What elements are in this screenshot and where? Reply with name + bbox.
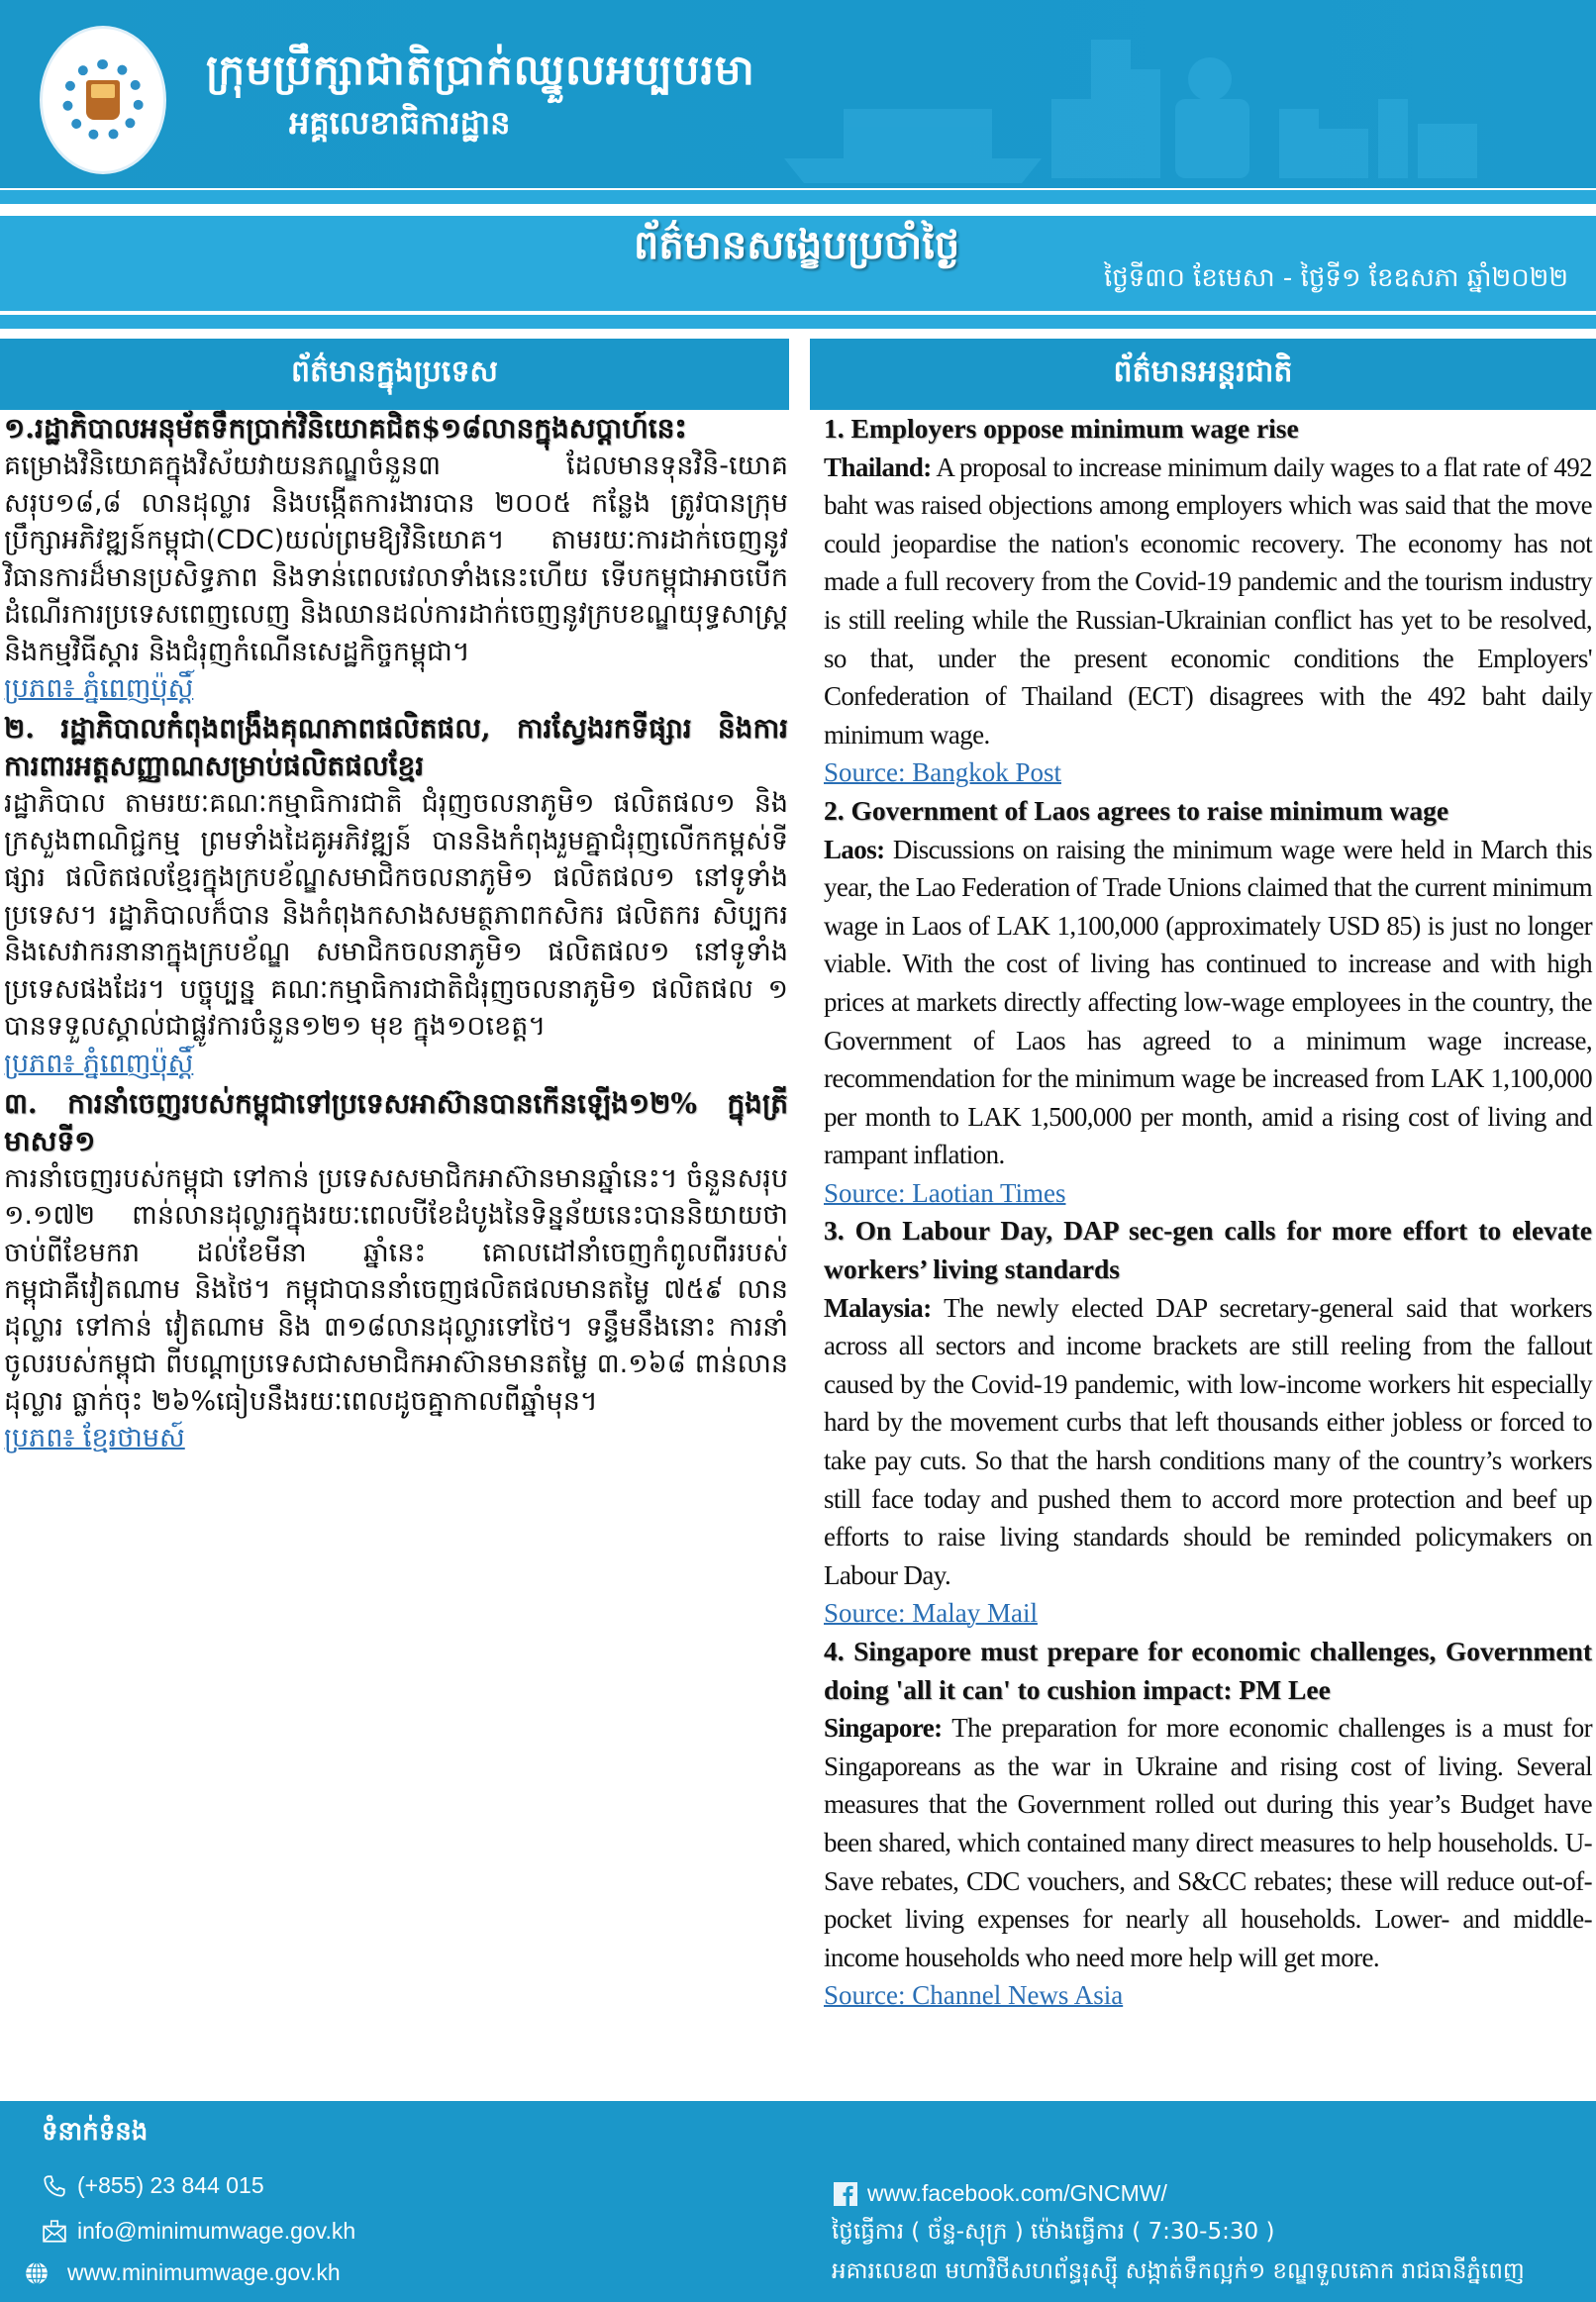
phone-number[interactable]: (+855) 23 844 015 bbox=[77, 2172, 264, 2198]
facebook-row bbox=[834, 2180, 1167, 2207]
domestic-article bbox=[4, 710, 788, 1085]
article-country: Singapore: bbox=[824, 1713, 943, 1744]
international-article bbox=[824, 410, 1592, 792]
article-source-link[interactable]: ប្រភព៖ ខ្មែរថាមស៍ bbox=[4, 1423, 185, 1453]
phone-row bbox=[42, 2172, 264, 2199]
article-text: Discussions on raising the minimum wage were held in March this year, the Lao Federation of Trade Unions claimed that the current minimum wage in Laos of LAK 1,100,000 (approximately USD 85) is just no longer viable. With the cost of living has continued to increase and with high prices at markets directly affecting low-wage employees in the country, the Government of Laos has agreed to a minimum wage increase, recommendation for the minimum wage be increased from LAK 1,100,000 per month to LAK 1,500,000 per month, amid a rising cost of living and rampant inflation. bbox=[824, 834, 1592, 1170]
globe-icon bbox=[24, 2260, 50, 2286]
office-hours bbox=[832, 2218, 1274, 2251]
email-row bbox=[42, 2218, 355, 2245]
domestic-news-column bbox=[0, 339, 792, 1459]
organization-title: ក្រុមប្រឹក្សាជាតិប្រាក់ឈ្នួលអប្បបរមា bbox=[206, 46, 755, 94]
organization-subtitle: អគ្គលេខាធិការដ្ឋាន bbox=[289, 104, 511, 142]
domestic-article bbox=[4, 410, 788, 710]
office-address bbox=[832, 2257, 1525, 2290]
domestic-article bbox=[4, 1085, 788, 1460]
article-headline: ១.រដ្ឋាភិបាលអនុម័តទឹកប្រាក់វិនិយោគជិត$១៨លានក្នុងសប្តាហ៍នេះ bbox=[4, 412, 687, 445]
article-body bbox=[824, 1289, 1592, 1595]
article-text: A proposal to increase minimum daily wages to a flat rate of 492 baht was raised objections among employers which was said that the move could jeopardise the nation's economic recovery. The economy has not made a full recovery from the Covid-19 pandemic and the tourism industry is still reeling while the Russian-Ukrainian conflict has yet to be resolved, so that, under the present economic conditions the Employers' Confederation of Thailand (ECT) disagrees with the 492 baht daily minimum wage. bbox=[824, 451, 1592, 750]
article-text: The preparation for more economic challenges is a must for Singaporeans as the war in Ukraine and rising cost of living. Several measures that the Government rolled out during this year’s Budget have been shared, which contained many direct measures to help households. U-Save rebates, CDC vouchers, and S&CC rebates; these will reduce out-of-pocket living expenses for nearly all households. Lower- and middle-income households who need more help will get more. bbox=[824, 1713, 1592, 1972]
article-body bbox=[824, 831, 1592, 1174]
international-news-column bbox=[810, 339, 1596, 2015]
article-source-link[interactable]: Source: Malay Mail bbox=[824, 1598, 1038, 1629]
article-body bbox=[824, 1709, 1592, 1976]
article-source-link[interactable]: Source: Bangkok Post bbox=[824, 757, 1061, 788]
article-source-link[interactable]: ប្រភព៖ ភ្នំពេញប៉ុស្តិ៍ bbox=[4, 673, 194, 704]
envelope-icon bbox=[42, 2219, 67, 2245]
phone-icon bbox=[42, 2173, 67, 2199]
title-strip-bottom bbox=[0, 315, 1596, 329]
article-headline: ២. រដ្ឋាភិបាលកំពុងពង្រឹងគុណភាពផលិតផល, ការស្វែងរកទីផ្សារ និងការការពារអត្តសញ្ញាណសម្រាប់ផលិតផលខ្មែរ bbox=[4, 712, 788, 782]
article-body: រដ្ឋាភិបាល តាមរយៈគណៈកម្មាធិការជាតិ ជំរុញចលនាភូមិ១ ផលិតផល១ និងក្រសួងពាណិជ្ជកម្ម ព្រមទាំងដៃគូអភិវឌ្ឍន៍ បាននិងកំពុងរួមគ្នាជំរុញលើកកម្ពស់ទីផ្សារ ផលិតផលខ្មែរក្នុងក្របខ័ណ្ឌសមាជិកចលនាភូមិ១ ផលិតផល១ នៅទូទាំងប្រទេស។ រដ្ឋាភិបាលក៏បាន និងកំពុងកសាងសមត្ថភាពកសិករ ផលិតករ សិប្បករ និងសេវាករនានាក្នុងក្របខ័ណ្ឌ សមាជិកចលនាភូមិ១ ផលិតផល១ នៅទូទាំងប្រទេសផងដែរ។ បច្ចុប្បន្ន គណៈកម្មាធិការជាតិជំរុញចលនាភូមិ១ ផលិតផល ១ បានទទួលស្គាល់ជាផ្លូវការចំនួន១២១ មុខ ក្នុង១០ខេត្ត។ bbox=[4, 788, 788, 1042]
article-body bbox=[824, 449, 1592, 754]
date-range: ថ្ងៃទី៣០ ខែមេសា - ថ្ងៃទី១ ខែឧសភា ឆ្នាំ២០២២ bbox=[1103, 263, 1568, 293]
article-text: The newly elected DAP secretary-general said that workers across all sectors and income brackets are still reeling from the fallout caused by the Covid-19 pandemic, with low-income workers hit especially hard by the movement curbs that left thousands either jobless or forced to take pay cuts. So that the harsh conditions many of the country’s workers still face today and pushed them to accord more protection and beef up efforts to raise living standards should be reminded policymakers on Labour Day. bbox=[824, 1292, 1592, 1590]
international-article bbox=[824, 792, 1592, 1213]
header-banner bbox=[0, 0, 1596, 188]
gear-emblem-icon bbox=[62, 59, 144, 141]
article-source-link[interactable]: Source: Channel News Asia bbox=[824, 1980, 1124, 2011]
contact-title: ទំនាក់ទំនង bbox=[42, 2117, 149, 2147]
article-headline: 3. On Labour Day, DAP sec-gen calls for more effort to elevate workers’ living standards bbox=[824, 1215, 1592, 1285]
organization-logo bbox=[40, 26, 166, 174]
article-headline: 1. Employers oppose minimum wage rise bbox=[824, 413, 1299, 444]
email-address[interactable]: info@minimumwage.gov.kh bbox=[77, 2218, 356, 2244]
footer bbox=[0, 2101, 1596, 2302]
website-row bbox=[24, 2259, 341, 2286]
bulletin-title-bar bbox=[0, 216, 1596, 311]
article-country: Thailand: bbox=[824, 451, 932, 482]
article-source-link[interactable]: ប្រភព៖ ភ្នំពេញប៉ុស្តិ៍ bbox=[4, 1048, 194, 1079]
title-strip-top bbox=[0, 190, 1596, 204]
domestic-news-heading: ព័ត៌មានក្នុងប្រទេស bbox=[0, 339, 789, 410]
facebook-icon bbox=[834, 2182, 857, 2206]
article-body: ការនាំចេញរបស់កម្ពុជា ទៅកាន់ ប្រទេសសមាជិកអាស៊ានមានឆ្នាំនេះ។ ចំនួនសរុប ១.១៧២ ពាន់លានដុល្លារក្នុងរយៈពេលបីខែដំបូងនៃទិន្នន័យនេះបាននិយាយថា ចាប់ពីខែមករា ដល់ខែមីនា ឆ្នាំនេះ គោលដៅនាំចេញកំពូលពីររបស់កម្ពុជាគឺវៀតណាម និងថៃ។ កម្ពុជាបាននាំចេញផលិតផលមានតម្លៃ ៧៥៩ លានដុល្លារ ទៅកាន់ វៀតណាម និង ៣១៨លានដុល្លារទៅថៃ។ ទន្ទឹមនឹងនោះ ការនាំចូលរបស់កម្ពុជា ពីបណ្តាប្រទេសជាសមាជិកអាស៊ានមានតម្លៃ ៣.១៦៨ ពាន់លានដុល្លារ ធ្លាក់ចុះ ២៦%ធៀបនឹងរយៈពេលដូចគ្នាកាលពីឆ្នាំមុន។ bbox=[4, 1162, 788, 1417]
office-address-text: អគារលេខ៣ មហាវិថីសហព័ន្ធរុស្ស៊ី សង្កាត់ទឹកល្អក់១ ខណ្ឌទួលគោក រាជធានីភ្នំពេញ bbox=[832, 2258, 1525, 2284]
article-source-link[interactable]: Source: Laotian Times bbox=[824, 1177, 1066, 1208]
website-link[interactable]: www.minimumwage.gov.kh bbox=[67, 2259, 341, 2285]
article-headline: 4. Singapore must prepare for economic challenges, Government doing 'all it can' to cushion impact: PM Lee bbox=[824, 1636, 1592, 1705]
international-article bbox=[824, 1633, 1592, 2015]
city-skyline-illustration bbox=[725, 0, 1537, 188]
bulletin-title: ព័ត៌មានសង្ខេបប្រចាំថ្ងៃ bbox=[634, 222, 960, 268]
facebook-link[interactable]: www.facebook.com/GNCMW/ bbox=[867, 2180, 1167, 2206]
article-headline: 2. Government of Laos agrees to raise minimum wage bbox=[824, 794, 1449, 826]
book-emblem-icon bbox=[86, 80, 120, 120]
international-news-heading: ព័ត៌មានអន្តរជាតិ bbox=[810, 339, 1596, 410]
article-country: Malaysia: bbox=[824, 1292, 932, 1323]
article-body: គម្រោងវិនិយោគក្នុងវិស័យវាយនភណ្ឌចំនួន៣ ដែលមានទុនវិនិ-យោគសរុប១៨,៨ លានដុល្លារ និងបង្កើតការងារបាន ២០០៥ កន្លែង ត្រូវបានក្រុមប្រឹក្សាអភិវឌ្ឍន៍កម្ពុជា(CDC)យល់ព្រមឱ្យវិនិយោគ។ តាមរយៈការដាក់ចេញនូវវិធានការដ៏មានប្រសិទ្ធភាព និងទាន់ពេលវេលាទាំងនេះហើយ ទើបកម្ពុជាអាចបើកដំណើរការប្រទេសពេញលេញ និងឈានដល់ការដាក់ចេញនូវក្របខណ្ឌយុទ្ធសាស្ត្រ និងកម្មវិធីស្តារ និងជំរុញកំណើនសេដ្ឋកិច្ចកម្ពុជា។ bbox=[4, 450, 788, 667]
international-article bbox=[824, 1212, 1592, 1633]
article-country: Laos: bbox=[824, 834, 885, 864]
article-headline: ៣. ការនាំចេញរបស់កម្ពុជាទៅប្រទេសអាស៊ានបានកើនឡើង១២% ក្នុងត្រីមាសទី១ bbox=[4, 1086, 788, 1157]
office-hours-text: ថ្ងៃធ្វើការ ( ច័ន្ទ-សុក្រ ) ម៉ោងធ្វើការ ( 7:30-5:30 ) bbox=[832, 2219, 1275, 2245]
